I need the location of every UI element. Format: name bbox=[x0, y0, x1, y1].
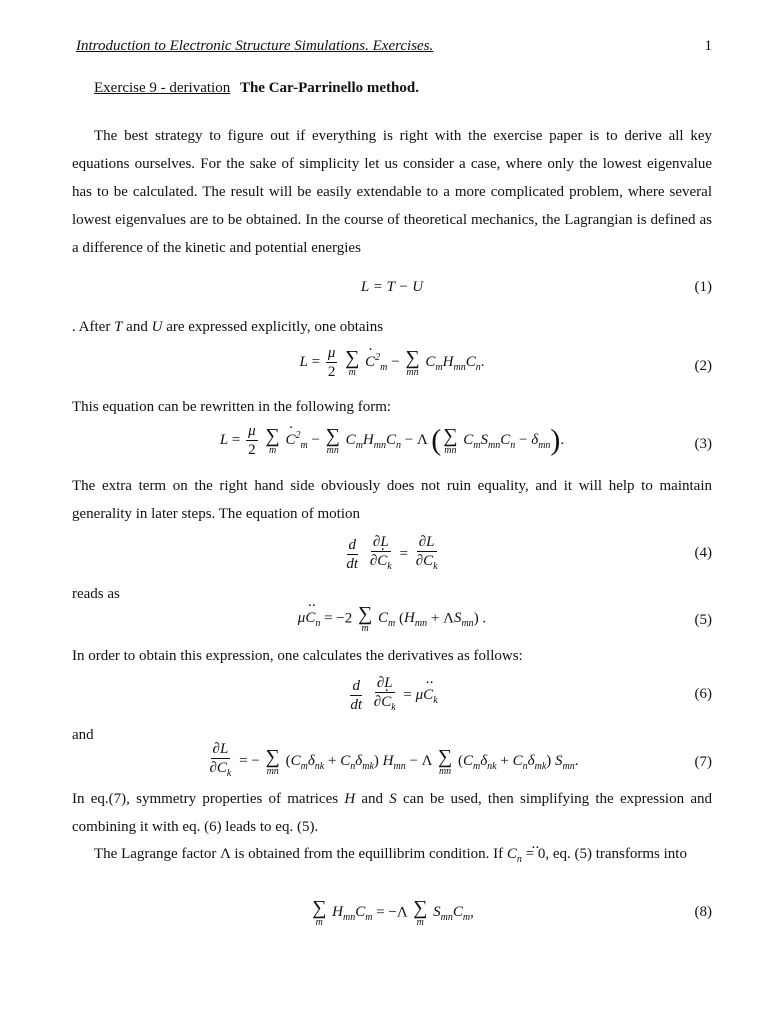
running-header bbox=[76, 38, 712, 55]
exercise-heading bbox=[94, 80, 419, 97]
equation-7 bbox=[72, 740, 712, 788]
symbol-T: T bbox=[114, 319, 123, 335]
paragraph-intro: The best strategy to figure out if everything is right with the exercise paper is to derive all key equations ourselves. For the sake of simplicity let us consider a case, where only the lowest eigenvalue has to be calculated. The result will be easily extendable to a more complicated problem, where several lowest eigenvalues are to be obtained. In the course of theoretical mechanics, the Lagrangian is defined as a difference of the kinetic and potential energies bbox=[72, 128, 712, 256]
equation-2-number: (2) bbox=[694, 358, 712, 374]
equation-5 bbox=[72, 604, 712, 644]
paragraph-rewrite: This equation can be rewritten in the following form: bbox=[72, 399, 392, 415]
equation-8-body: ∑ m $H_{mn}C_m = -\Lambda$ ∑ m $S_{mn}C_m$, bbox=[312, 897, 474, 928]
symbol-H: H bbox=[344, 791, 356, 807]
equation-3 bbox=[72, 422, 712, 470]
equation-1-body: L = T − U bbox=[360, 279, 424, 295]
symbol-C-ddot: ·· C bbox=[507, 846, 517, 862]
equation-6-body: $\frac{d}{dt}$ $\frac{\partial L}{\partial\cdot C_k}$ = $\mu\cdot\cdot C_k$ bbox=[72, 674, 712, 717]
paragraph-symmetry bbox=[72, 785, 712, 841]
paragraph-lagrange-factor: The Lagrange factor Λ is obtained from the equillibrim condition. $If \cdot\cdot C_n = 0$, eq. (5) transforms into bbox=[72, 840, 712, 874]
text-fragment: . After bbox=[72, 319, 115, 335]
document-title: Introduction to Electronic Structure Simulations. Exercises. bbox=[76, 38, 434, 54]
exercise-title: The Car-Parrinello method. bbox=[239, 80, 419, 96]
text-fragment: are expressed explicitly, one obtains bbox=[162, 319, 384, 335]
equation-7-body: $\frac{\partial L}{\partial C_k}$ = − ∑ mn $(C_m\delta_{nk} + C_n\delta_{mk}) H_{mn} - \Lambda$ ∑ mn $(C_m\delta_{nk} + C_n\delta_{mk})$ $S_{mn}$. bbox=[209, 741, 579, 779]
equation-4-body: $\frac{d}{dt}$ $\frac{\partial L}{\partial\cdot C_k}$ = $\frac{\partial L}{\partial C_k}$ bbox=[72, 533, 712, 576]
text-fragment: The Lagrange factor Λ is obtained from the equillibrim condition. If bbox=[94, 846, 507, 862]
equation-6 bbox=[72, 674, 712, 718]
equation-3-number: (3) bbox=[694, 436, 712, 452]
equation-8 bbox=[72, 898, 712, 938]
symbol-S: S bbox=[389, 791, 397, 807]
text-fragment: = 0, eq. (5) transforms into bbox=[521, 846, 687, 862]
paragraph-after-eq1 bbox=[72, 313, 712, 341]
equation-5-body: $\mu\cdot\cdot C_n = -2$ ∑ m $C_m$ $(H_{mn} + \Lambda S_{mn})$ . bbox=[72, 604, 712, 634]
equation-8-number: (8) bbox=[694, 904, 712, 920]
paragraph-extra-term: The extra term on the right hand side obviously does not ruin equality, and it will help to maintain generality in later steps. The equation of motion bbox=[72, 478, 712, 522]
paragraph-derivatives: In order to obtain this expression, one calculates the derivatives as follows: bbox=[72, 648, 523, 664]
equation-5-number: (5) bbox=[694, 612, 712, 628]
equation-3-body: L = $\frac{\mu}{2}$ ∑ m · $C^2_m$ − ∑ mn $C_mH_{mn}C_n - \Lambda$ ( ∑ mn $C_mS_{mn}C_n - \delta_{mn}$). bbox=[72, 422, 712, 459]
paragraph-and: and bbox=[72, 727, 94, 743]
text-fragment: and bbox=[355, 791, 390, 807]
equation-7-number: (7) bbox=[694, 754, 712, 770]
text-fragment: can be used, then simplifying the expression and combining it with eq. (6) leads to eq. (5). bbox=[72, 791, 712, 835]
equation-1-number: (1) bbox=[694, 279, 712, 295]
equation-6-number: (6) bbox=[694, 686, 712, 702]
equation-4-number: (4) bbox=[694, 545, 712, 561]
paragraph-reads-as: reads as bbox=[72, 586, 120, 602]
text-fragment: In eq.(7), symmetry properties of matrices bbox=[72, 791, 345, 807]
page-number: 1 bbox=[704, 38, 712, 54]
equation-2 bbox=[72, 344, 712, 390]
equation-4 bbox=[72, 533, 712, 577]
equation-2-body: L = $\frac{\mu}{2}$ ∑ m · $C^2_m$ − ∑ mn $C_mH_{mn}C_n$. bbox=[72, 344, 712, 381]
exercise-label: Exercise 9 - derivation bbox=[94, 80, 231, 96]
symbol-U: U bbox=[151, 319, 163, 335]
text-fragment: and bbox=[122, 319, 152, 335]
